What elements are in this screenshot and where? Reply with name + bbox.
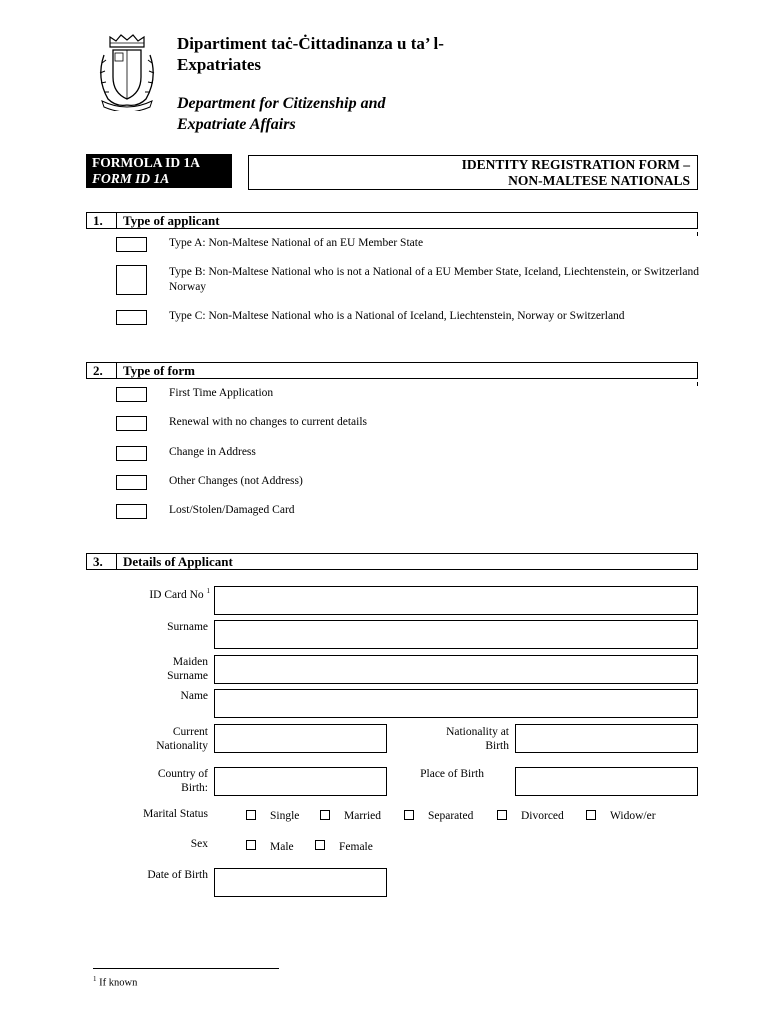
- type-b-checkbox[interactable]: [116, 265, 147, 295]
- male-checkbox[interactable]: [246, 840, 256, 850]
- type-b-label: Type B: Non-Maltese National who is not a National of a EU Member State, Iceland, Liechtenstein, or Switzerland Norway: [169, 266, 699, 293]
- married-label: Married: [344, 810, 382, 822]
- footnote-divider: [93, 968, 279, 969]
- change-address-checkbox[interactable]: [116, 446, 147, 461]
- department-title-maltese: Dipartiment taċ-Ċittadinanza u ta’ l- Expatriates: [177, 34, 444, 74]
- type-c-checkbox[interactable]: [116, 310, 147, 325]
- department-title-english: Department for Citizenship and Expatriate Affairs: [177, 95, 386, 133]
- section-2-header: 2. Type of form: [86, 362, 698, 379]
- date-of-birth-field[interactable]: [214, 868, 387, 897]
- single-checkbox[interactable]: [246, 810, 256, 820]
- first-time-label: First Time Application: [169, 387, 274, 399]
- id-card-label: ID Card No $^1$: [149, 587, 210, 601]
- change-address-label: Change in Address: [169, 446, 256, 458]
- country-of-birth-field[interactable]: [214, 767, 387, 796]
- divorced-label: Divorced: [521, 810, 564, 822]
- renewal-label: Renewal with no changes to current details: [169, 416, 367, 428]
- single-label: Single: [270, 810, 300, 822]
- married-checkbox[interactable]: [320, 810, 330, 820]
- nationality-at-birth-label: Nationality at Birth: [446, 726, 509, 752]
- section-3-header: 3. Details of Applicant: [86, 553, 698, 570]
- other-changes-label: Other Changes (not Address): [169, 475, 303, 487]
- renewal-checkbox[interactable]: [116, 416, 147, 431]
- surname-label: Surname: [167, 621, 208, 633]
- name-label: Name: [180, 690, 208, 702]
- surname-field[interactable]: [214, 620, 698, 649]
- type-c-label: Type C: Non-Maltese National who is a National of Iceland, Liechtenstein, Norway or Switzerland: [169, 310, 625, 322]
- type-a-label: Type A: Non-Maltese National of an EU Member State: [169, 237, 424, 249]
- place-of-birth-field[interactable]: [515, 767, 698, 796]
- male-label: Male: [270, 841, 294, 853]
- form-title: IDENTITY REGISTRATION FORM – NON-MALTESE NATIONALS: [248, 155, 698, 190]
- widower-checkbox[interactable]: [586, 810, 596, 820]
- other-changes-checkbox[interactable]: [116, 475, 147, 490]
- divorced-checkbox[interactable]: [497, 810, 507, 820]
- current-nationality-field[interactable]: [214, 724, 387, 753]
- first-time-checkbox[interactable]: [116, 387, 147, 402]
- sex-label: Sex: [190, 838, 208, 850]
- maiden-surname-label: Maiden Surname: [167, 656, 208, 682]
- id-card-field[interactable]: [214, 586, 698, 615]
- female-label: Female: [339, 841, 373, 853]
- footnote: $^1$ If known: [93, 975, 138, 989]
- type-a-checkbox[interactable]: [116, 237, 147, 252]
- maiden-surname-field[interactable]: [214, 655, 698, 684]
- place-of-birth-label: Place of Birth: [420, 768, 484, 780]
- female-checkbox[interactable]: [315, 840, 325, 850]
- date-of-birth-label: Date of Birth: [147, 869, 208, 881]
- nationality-at-birth-field[interactable]: [515, 724, 698, 753]
- malta-coat-of-arms-icon: [94, 33, 160, 111]
- form-id-label: FORMOLA ID 1A FORM ID 1A: [86, 154, 232, 188]
- country-of-birth-label: Country of Birth:: [157, 768, 208, 794]
- section-1-header: 1. Type of applicant: [86, 212, 698, 229]
- name-field[interactable]: [214, 689, 698, 718]
- current-nationality-label: Current Nationality: [156, 726, 208, 752]
- lost-card-checkbox[interactable]: [116, 504, 147, 519]
- widower-label: Widow/er: [610, 810, 656, 822]
- separated-label: Separated: [428, 810, 474, 822]
- lost-card-label: Lost/Stolen/Damaged Card: [169, 504, 295, 516]
- marital-status-label: Marital Status: [143, 808, 208, 820]
- separated-checkbox[interactable]: [404, 810, 414, 820]
